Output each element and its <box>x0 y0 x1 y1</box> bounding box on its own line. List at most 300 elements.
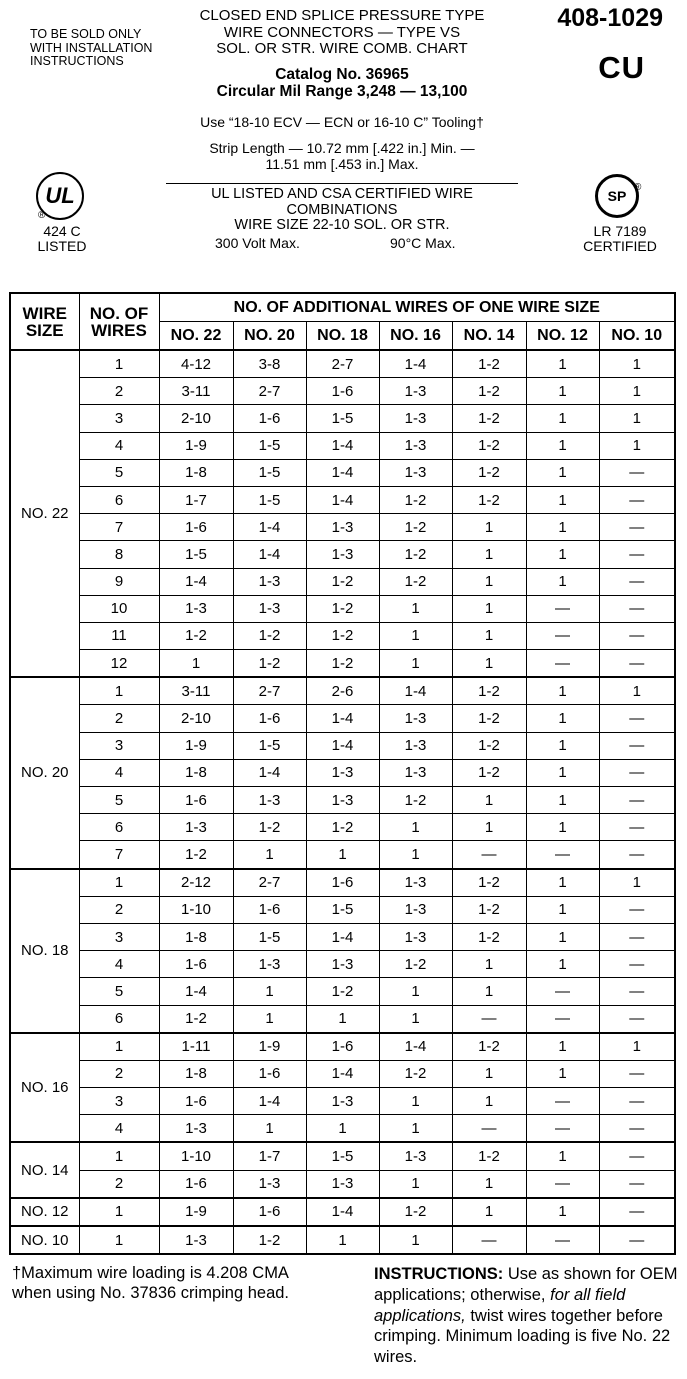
value-cell: 1-4 <box>306 459 379 486</box>
value-cell: 1-2 <box>379 514 452 541</box>
value-cell: 1-10 <box>159 1142 233 1170</box>
value-cell: 1 <box>306 1005 379 1033</box>
instructions-label: INSTRUCTIONS: <box>374 1265 504 1283</box>
value-cell: — <box>526 1170 599 1198</box>
table-row <box>10 896 675 923</box>
table-row <box>10 432 675 459</box>
circular-mil-range: Circular Mil Range 3,248 — 13,100 <box>216 83 468 100</box>
tooling-note: Use “18-10 ECV — ECN or 16-10 C” Tooling† <box>200 114 484 130</box>
value-cell: 1-2 <box>452 677 526 705</box>
value-cell: 1-3 <box>379 896 452 923</box>
value-cell: 1-3 <box>306 787 379 814</box>
value-cell: 1-5 <box>159 541 233 568</box>
value-cell: — <box>599 951 675 978</box>
value-cell: 1-4 <box>306 705 379 732</box>
value-cell: 1 <box>233 978 306 1005</box>
table-row <box>10 486 675 513</box>
value-cell: 1 <box>379 622 452 649</box>
value-cell: 1 <box>526 814 599 841</box>
ul-listed-label: LISTED <box>37 238 87 254</box>
table-row <box>10 378 675 405</box>
value-cell: — <box>599 923 675 950</box>
value-cell: 1-4 <box>306 1198 379 1226</box>
value-cell: — <box>599 595 675 622</box>
value-cell: — <box>452 1115 526 1143</box>
value-cell: 1-2 <box>452 705 526 732</box>
wire-count-cell: 5 <box>79 459 159 486</box>
value-cell: 3-8 <box>233 350 306 378</box>
value-cell: 1 <box>379 841 452 869</box>
value-cell: 2-7 <box>233 869 306 897</box>
value-cell: 1 <box>306 1115 379 1143</box>
value-cell: — <box>452 841 526 869</box>
wire-count-cell: 1 <box>79 869 159 897</box>
value-cell: 1-2 <box>379 951 452 978</box>
value-cell: 1 <box>452 787 526 814</box>
value-cell: 1 <box>526 432 599 459</box>
value-cell: 1-2 <box>306 622 379 649</box>
value-cell: 2-10 <box>159 705 233 732</box>
header-additional-wires: NO. OF ADDITIONAL WIRES OF ONE WIRE SIZE <box>159 293 675 322</box>
catalog-number: Catalog No. 36965 <box>275 66 409 83</box>
value-cell: 1 <box>159 650 233 678</box>
wire-size-cell: NO. 12 <box>10 1198 79 1226</box>
value-cell: 1-6 <box>306 869 379 897</box>
table-row <box>10 622 675 649</box>
value-cell: 1-11 <box>159 1033 233 1061</box>
value-cell: 1-3 <box>306 951 379 978</box>
value-cell: 1 <box>526 951 599 978</box>
value-cell: 1-9 <box>159 732 233 759</box>
value-cell: 1 <box>452 595 526 622</box>
value-cell: 1 <box>233 841 306 869</box>
value-cell: 1-3 <box>379 378 452 405</box>
value-cell: 1-5 <box>306 896 379 923</box>
value-cell: 2-7 <box>233 378 306 405</box>
value-cell: 1 <box>379 814 452 841</box>
value-cell: 1 <box>379 1170 452 1198</box>
value-cell: 1 <box>379 1115 452 1143</box>
value-cell: 1-3 <box>233 595 306 622</box>
table-row <box>10 541 675 568</box>
value-cell: — <box>599 1115 675 1143</box>
value-cell: 1-2 <box>452 1142 526 1170</box>
wire-count-cell: 1 <box>79 1198 159 1226</box>
value-cell: 1 <box>452 650 526 678</box>
header-col-5: NO. 14 <box>452 322 526 351</box>
value-cell: 1 <box>526 923 599 950</box>
value-cell: 1 <box>526 486 599 513</box>
value-cell: 1-6 <box>233 896 306 923</box>
value-cell: 1 <box>526 759 599 786</box>
value-cell: 2-6 <box>306 677 379 705</box>
value-cell: 1-4 <box>306 486 379 513</box>
wire-size-cell: NO. 16 <box>10 1033 79 1143</box>
value-cell: 2-10 <box>159 405 233 432</box>
instructions-italic: for all field applications, <box>374 1285 626 1325</box>
value-cell: 1-4 <box>233 1088 306 1115</box>
table-row <box>10 869 675 897</box>
csa-certification <box>570 224 670 254</box>
value-cell: 1-4 <box>379 1033 452 1061</box>
value-cell: 1-4 <box>233 541 306 568</box>
wire-combination-table <box>9 292 676 1255</box>
value-cell: 1-2 <box>159 1005 233 1033</box>
value-cell: — <box>599 1226 675 1254</box>
table-row <box>10 650 675 678</box>
value-cell: 1-6 <box>159 514 233 541</box>
value-cell: 1-2 <box>379 541 452 568</box>
value-cell: 1 <box>452 568 526 595</box>
value-cell: 3-11 <box>159 378 233 405</box>
value-cell: — <box>452 1226 526 1254</box>
wire-size-cell: NO. 22 <box>10 350 79 677</box>
value-cell: 1-2 <box>452 732 526 759</box>
value-cell: 1 <box>599 869 675 897</box>
value-cell: — <box>599 759 675 786</box>
value-cell: 4-12 <box>159 350 233 378</box>
value-cell: 1-2 <box>452 1033 526 1061</box>
value-cell: 1-5 <box>233 432 306 459</box>
value-cell: 1 <box>526 1060 599 1087</box>
value-cell: 1 <box>452 1060 526 1087</box>
instructions <box>374 1264 680 1368</box>
value-cell: 1-2 <box>306 568 379 595</box>
value-cell: 1-2 <box>379 1198 452 1226</box>
wire-count-cell: 2 <box>79 378 159 405</box>
value-cell: 1 <box>452 541 526 568</box>
wire-count-cell: 3 <box>79 405 159 432</box>
table-row <box>10 595 675 622</box>
value-cell: 1-6 <box>159 787 233 814</box>
value-cell: 1-5 <box>233 486 306 513</box>
value-cell: 1-8 <box>159 1060 233 1087</box>
value-cell: 1 <box>526 869 599 897</box>
part-number: 408-1029 <box>557 4 663 32</box>
value-cell: 1-2 <box>233 1226 306 1254</box>
value-cell: 1-2 <box>379 486 452 513</box>
value-cell: 1 <box>452 951 526 978</box>
value-cell: 1-3 <box>306 1088 379 1115</box>
wire-count-cell: 7 <box>79 514 159 541</box>
value-cell: 1-2 <box>452 759 526 786</box>
value-cell: 1-4 <box>233 759 306 786</box>
table-row <box>10 677 675 705</box>
value-cell: — <box>526 1226 599 1254</box>
value-cell: 1 <box>526 1198 599 1226</box>
csa-number: LR 7189 <box>593 223 647 239</box>
temperature-rating: 90°C Max. <box>390 235 456 251</box>
value-cell: 1-4 <box>306 432 379 459</box>
value-cell: 1 <box>526 896 599 923</box>
value-cell: 1 <box>452 622 526 649</box>
value-cell: 1-9 <box>159 432 233 459</box>
wire-count-cell: 11 <box>79 622 159 649</box>
wire-count-cell: 2 <box>79 705 159 732</box>
header-wire-size: WIRE SIZE <box>10 293 79 350</box>
wire-count-cell: 6 <box>79 814 159 841</box>
value-cell: 1 <box>526 787 599 814</box>
value-cell: 1-4 <box>233 514 306 541</box>
value-cell: — <box>526 595 599 622</box>
value-cell: 1-2 <box>306 595 379 622</box>
wire-count-cell: 3 <box>79 923 159 950</box>
value-cell: — <box>599 1170 675 1198</box>
title-line-3: SOL. OR STR. WIRE COMB. CHART <box>216 40 468 57</box>
table-row <box>10 1033 675 1061</box>
value-cell: 1-5 <box>233 459 306 486</box>
wire-size-cell: NO. 20 <box>10 677 79 868</box>
value-cell: 1-2 <box>452 350 526 378</box>
value-cell: 1 <box>526 1142 599 1170</box>
wire-count-cell: 4 <box>79 951 159 978</box>
table-row <box>10 732 675 759</box>
table-row <box>10 1170 675 1198</box>
catalog-block <box>160 66 524 100</box>
value-cell: — <box>599 732 675 759</box>
value-cell: 1-6 <box>233 405 306 432</box>
value-cell: 1-3 <box>379 923 452 950</box>
strip-length-line-1: Strip Length — 10.72 mm [.422 in.] Min. — <box>209 140 475 156</box>
value-cell: 2-7 <box>306 350 379 378</box>
wire-count-cell: 3 <box>79 732 159 759</box>
wire-size-cell: NO. 18 <box>10 869 79 1033</box>
value-cell: 1 <box>526 705 599 732</box>
value-cell: 1-2 <box>306 650 379 678</box>
table-row <box>10 514 675 541</box>
value-cell: 1-2 <box>159 841 233 869</box>
value-cell: — <box>599 814 675 841</box>
value-cell: 1-3 <box>233 568 306 595</box>
value-cell: — <box>599 705 675 732</box>
wire-count-cell: 6 <box>79 486 159 513</box>
wire-count-cell: 4 <box>79 759 159 786</box>
value-cell: 1-4 <box>306 1060 379 1087</box>
value-cell: 1 <box>526 459 599 486</box>
wire-count-cell: 4 <box>79 1115 159 1143</box>
value-cell: 1 <box>599 432 675 459</box>
table-row <box>10 568 675 595</box>
value-cell: 1 <box>526 568 599 595</box>
value-cell: — <box>599 1088 675 1115</box>
value-cell: — <box>452 1005 526 1033</box>
value-cell: 1 <box>599 405 675 432</box>
document-title <box>160 8 524 58</box>
value-cell: 1-2 <box>452 896 526 923</box>
wire-count-cell: 1 <box>79 350 159 378</box>
table-row <box>10 1005 675 1033</box>
table-row <box>10 951 675 978</box>
table-row <box>10 1060 675 1087</box>
value-cell: — <box>599 841 675 869</box>
value-cell: 3-11 <box>159 677 233 705</box>
value-cell: — <box>599 486 675 513</box>
ul-listing-number: 424 C <box>43 223 81 239</box>
value-cell: 1 <box>526 541 599 568</box>
wire-count-cell: 1 <box>79 677 159 705</box>
value-cell: 1-2 <box>452 459 526 486</box>
strip-length-line-2: 11.51 mm [.453 in.] Max. <box>265 156 419 172</box>
wire-count-cell: 1 <box>79 1226 159 1254</box>
value-cell: 1-3 <box>379 732 452 759</box>
header-col-1: NO. 22 <box>159 322 233 351</box>
value-cell: 1 <box>452 1198 526 1226</box>
value-cell: 1-2 <box>452 405 526 432</box>
title-line-1: CLOSED END SPLICE PRESSURE TYPE <box>199 7 485 24</box>
value-cell: 1 <box>599 677 675 705</box>
certification-line-2: COMBINATIONS <box>286 201 398 218</box>
table-row <box>10 841 675 869</box>
value-cell: 1-3 <box>379 705 452 732</box>
value-cell: 1-3 <box>233 787 306 814</box>
wire-count-cell: 5 <box>79 978 159 1005</box>
value-cell: 1 <box>306 841 379 869</box>
ul-logo-icon: UL <box>36 172 84 220</box>
value-cell: 1-3 <box>159 814 233 841</box>
value-cell: 1 <box>526 378 599 405</box>
divider <box>166 183 518 184</box>
value-cell: 1 <box>526 514 599 541</box>
value-cell: 1-2 <box>452 923 526 950</box>
value-cell: — <box>599 622 675 649</box>
instructions-text-1: Use as shown for OEM applications; otherwise, <box>374 1265 678 1304</box>
value-cell: 1-3 <box>379 869 452 897</box>
wire-count-cell: 12 <box>79 650 159 678</box>
ul-listing <box>22 224 102 254</box>
value-cell: — <box>599 650 675 678</box>
value-cell: 1-4 <box>379 677 452 705</box>
value-cell: 1 <box>526 350 599 378</box>
wire-count-cell: 1 <box>79 1142 159 1170</box>
value-cell: — <box>526 1115 599 1143</box>
value-cell: 1-6 <box>233 705 306 732</box>
registered-icon: ® <box>634 182 642 193</box>
wire-count-cell: 5 <box>79 787 159 814</box>
value-cell: 1-2 <box>452 378 526 405</box>
value-cell: 1-8 <box>159 923 233 950</box>
value-cell: 1-2 <box>452 486 526 513</box>
value-cell: 1-5 <box>306 1142 379 1170</box>
value-cell: — <box>599 1060 675 1087</box>
instructions-text-2: twist wires together before crimping. Minimum loading is five No. 22 wires. <box>374 1306 671 1367</box>
value-cell: 1-8 <box>159 759 233 786</box>
value-cell: — <box>599 1005 675 1033</box>
wire-count-cell: 2 <box>79 896 159 923</box>
value-cell: 1 <box>526 405 599 432</box>
value-cell: 1 <box>599 350 675 378</box>
table-row <box>10 759 675 786</box>
header-col-3: NO. 18 <box>306 322 379 351</box>
value-cell: 1-3 <box>379 405 452 432</box>
header-no-of-wires: NO. OF WIRES <box>79 293 159 350</box>
title-line-2: WIRE CONNECTORS — TYPE VS <box>223 23 461 41</box>
table-row <box>10 1142 675 1170</box>
value-cell: — <box>599 978 675 1005</box>
header-col-2: NO. 20 <box>233 322 306 351</box>
value-cell: — <box>599 896 675 923</box>
value-cell: 1-3 <box>306 514 379 541</box>
value-cell: 1-3 <box>306 541 379 568</box>
value-cell: 1-4 <box>159 978 233 1005</box>
value-cell: 1-3 <box>306 759 379 786</box>
wire-count-cell: 6 <box>79 1005 159 1033</box>
value-cell: 1-6 <box>233 1198 306 1226</box>
value-cell: 2-7 <box>233 677 306 705</box>
value-cell: 1 <box>233 1115 306 1143</box>
value-cell: — <box>599 1198 675 1226</box>
footnote: †Maximum wire loading is 4.208 CMA when using No. 37836 crimping head. <box>12 1264 290 1302</box>
value-cell: 1 <box>599 378 675 405</box>
value-cell: — <box>599 1142 675 1170</box>
value-cell: 1 <box>452 814 526 841</box>
table-row <box>10 705 675 732</box>
wire-count-cell: 7 <box>79 841 159 869</box>
value-cell: 1 <box>379 978 452 1005</box>
value-cell: — <box>526 841 599 869</box>
value-cell: 1-3 <box>379 459 452 486</box>
value-cell: 1-2 <box>379 568 452 595</box>
value-cell: — <box>599 514 675 541</box>
registered-icon: ® <box>38 210 46 221</box>
table-row <box>10 350 675 378</box>
value-cell: 1 <box>526 1033 599 1061</box>
value-cell: 1-2 <box>452 869 526 897</box>
value-cell: 1-4 <box>306 732 379 759</box>
certification-line-3: WIRE SIZE 22-10 SOL. OR STR. <box>234 217 450 233</box>
certification-line-1: UL LISTED AND CSA CERTIFIED WIRE <box>211 186 473 202</box>
value-cell: 1 <box>379 1005 452 1033</box>
value-cell: 1 <box>452 1088 526 1115</box>
wire-count-cell: 9 <box>79 568 159 595</box>
value-cell: 1-3 <box>159 595 233 622</box>
value-cell: 1-6 <box>159 1170 233 1198</box>
value-cell: 1 <box>379 1088 452 1115</box>
value-cell: — <box>526 622 599 649</box>
value-cell: 1-5 <box>233 732 306 759</box>
value-cell: 1-2 <box>233 622 306 649</box>
table-row <box>10 405 675 432</box>
value-cell: 1-2 <box>379 1060 452 1087</box>
value-cell: 1-4 <box>306 923 379 950</box>
value-cell: — <box>599 787 675 814</box>
value-cell: 1 <box>379 650 452 678</box>
header-col-7: NO. 10 <box>599 322 675 351</box>
wire-size-cell: NO. 10 <box>10 1226 79 1254</box>
wire-count-cell: 10 <box>79 595 159 622</box>
table-row <box>10 787 675 814</box>
value-cell: 1-8 <box>159 459 233 486</box>
value-cell: 1-9 <box>159 1198 233 1226</box>
csa-logo-icon: SP <box>595 174 639 218</box>
value-cell: — <box>526 978 599 1005</box>
table-row <box>10 978 675 1005</box>
certification-block <box>182 187 502 234</box>
value-cell: 1-7 <box>159 486 233 513</box>
table-row <box>10 1198 675 1226</box>
value-cell: 1-6 <box>233 1060 306 1087</box>
value-cell: — <box>599 541 675 568</box>
value-cell: — <box>599 459 675 486</box>
value-cell: 1 <box>452 978 526 1005</box>
value-cell: 1-2 <box>233 650 306 678</box>
value-cell: 1-5 <box>233 923 306 950</box>
value-cell: 1-7 <box>233 1142 306 1170</box>
table-row <box>10 1226 675 1254</box>
value-cell: 1-2 <box>379 787 452 814</box>
value-cell: 1 <box>379 1226 452 1254</box>
voltage-rating: 300 Volt Max. <box>215 235 300 251</box>
wire-size-cell: NO. 14 <box>10 1142 79 1197</box>
